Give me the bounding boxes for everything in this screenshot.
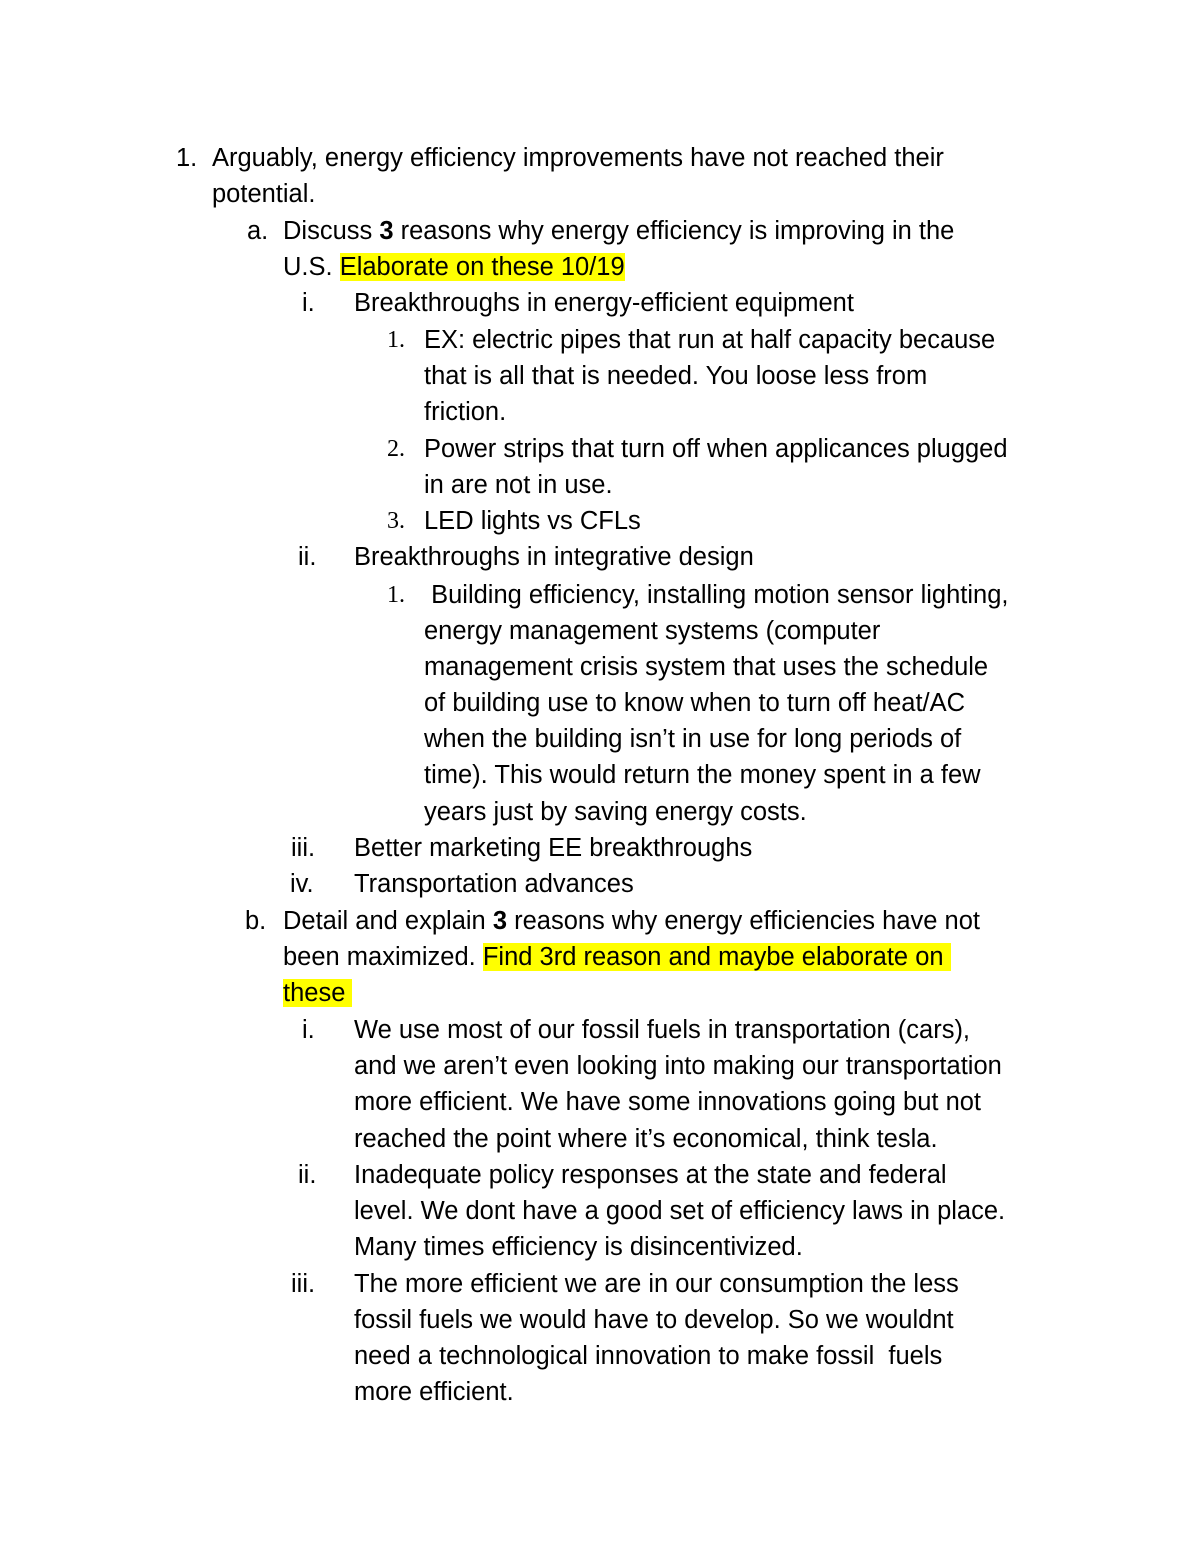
list-marker-b-i: i.: [302, 1016, 315, 1044]
part-a-item-ii-sub-1-line-7: years just by saving energy costs.: [424, 798, 807, 826]
list-marker-a-ii: ii.: [298, 543, 317, 571]
part-b-item-ii-line-2: level. We dont have a good set of efficiency laws in place.: [354, 1197, 1006, 1225]
question-1-line-1: Arguably, energy efficiency improvements have not reached their: [212, 144, 944, 172]
part-b-item-i-line-2: and we aren’t even looking into making our transportation: [354, 1052, 1002, 1080]
part-a-item-i-sub-3-line-1: LED lights vs CFLs: [424, 507, 641, 535]
list-marker-b-ii: ii.: [298, 1161, 317, 1189]
part-b-item-iii-line-1: The more efficient we are in our consumption the less: [354, 1270, 959, 1298]
list-marker-a-i-3: 3.: [387, 508, 405, 534]
part-a-line-1: [283, 216, 954, 246]
list-marker-1: 1.: [176, 144, 198, 172]
part-b-line-2: [283, 942, 951, 972]
list-marker-a-i: i.: [302, 289, 315, 317]
question-1-line-2: potential.: [212, 180, 316, 208]
part-b-text-post: reasons why energy efficiencies have not: [507, 907, 980, 935]
part-b-highlight-note-cont: these: [283, 979, 353, 1007]
part-a-item-ii-sub-1-line-4: of building use to know when to turn off heat/AC: [424, 689, 966, 717]
part-b-item-i-line-3: more efficient. We have some innovations going but not: [354, 1088, 982, 1116]
part-a-item-i-sub-1-line-2: that is all that is needed. You loose less from: [424, 362, 928, 390]
part-b-line-3: [283, 978, 352, 1008]
part-b-bold-number: 3: [492, 907, 507, 935]
list-marker-a: a.: [247, 217, 269, 245]
part-a-item-ii-sub-1-line-2: energy management systems (computer: [424, 617, 881, 645]
list-marker-a-iii: iii.: [291, 834, 316, 862]
part-b-item-i-line-4: reached the point where it’s economical, think tesla.: [354, 1125, 938, 1153]
part-a-item-i-sub-1-line-3: friction.: [424, 398, 507, 426]
part-a-item-i-sub-1-line-1: EX: electric pipes that run at half capacity because: [424, 326, 996, 354]
list-marker-a-i-2: 2.: [387, 436, 405, 462]
part-a-highlight-note: Elaborate on these 10/19: [339, 253, 625, 281]
part-a-item-ii-sub-1-line-1: Building efficiency, installing motion sensor lighting,: [424, 581, 1009, 609]
part-a-bold-number: 3: [379, 217, 394, 245]
part-a-line-2-pre: U.S.: [283, 253, 340, 281]
part-b-item-iii-line-3: need a technological innovation to make fossil fuels: [354, 1342, 943, 1370]
part-a-item-ii-sub-1-line-3: management crisis system that uses the schedule: [424, 653, 989, 681]
part-a-item-ii: Breakthroughs in integrative design: [354, 543, 754, 571]
part-b-item-iii-line-4: more efficient.: [354, 1378, 514, 1406]
list-marker-a-ii-1: 1.: [387, 582, 405, 608]
part-a-item-iii: Better marketing EE breakthroughs: [354, 834, 753, 862]
part-a-item-i-sub-2-line-1: Power strips that turn off when applicances plugged: [424, 435, 1008, 463]
part-b-line-1: [283, 906, 980, 936]
part-b-item-ii-line-3: Many times efficiency is disincentivized.: [354, 1233, 803, 1261]
part-b-highlight-note: Find 3rd reason and maybe elaborate on: [482, 943, 951, 971]
part-a-item-ii-sub-1-line-5: when the building isn’t in use for long periods of: [424, 725, 962, 753]
part-b-item-i-line-1: We use most of our fossil fuels in transportation (cars),: [354, 1016, 971, 1044]
list-marker-b-iii: iii.: [291, 1270, 316, 1298]
part-a-item-iv: Transportation advances: [354, 870, 634, 898]
part-a-text-pre: Discuss: [283, 217, 380, 245]
part-a-item-i: Breakthroughs in energy-efficient equipment: [354, 289, 854, 317]
part-b-line-2-pre: been maximized.: [283, 943, 483, 971]
part-a-line-2: [283, 252, 625, 282]
part-b-text-pre: Detail and explain: [283, 907, 493, 935]
part-a-item-i-sub-2-line-2: in are not in use.: [424, 471, 613, 499]
part-a-item-ii-sub-1-line-6: time). This would return the money spent in a few: [424, 761, 981, 789]
list-marker-a-iv: iv.: [290, 870, 314, 898]
part-b-item-iii-line-2: fossil fuels we would have to develop. So we wouldnt: [354, 1306, 954, 1334]
part-b-item-ii-line-1: Inadequate policy responses at the state and federal: [354, 1161, 947, 1189]
list-marker-b: b.: [245, 907, 267, 935]
part-a-text-post: reasons why energy efficiency is improving in the: [393, 217, 955, 245]
list-marker-a-i-1: 1.: [387, 327, 405, 353]
